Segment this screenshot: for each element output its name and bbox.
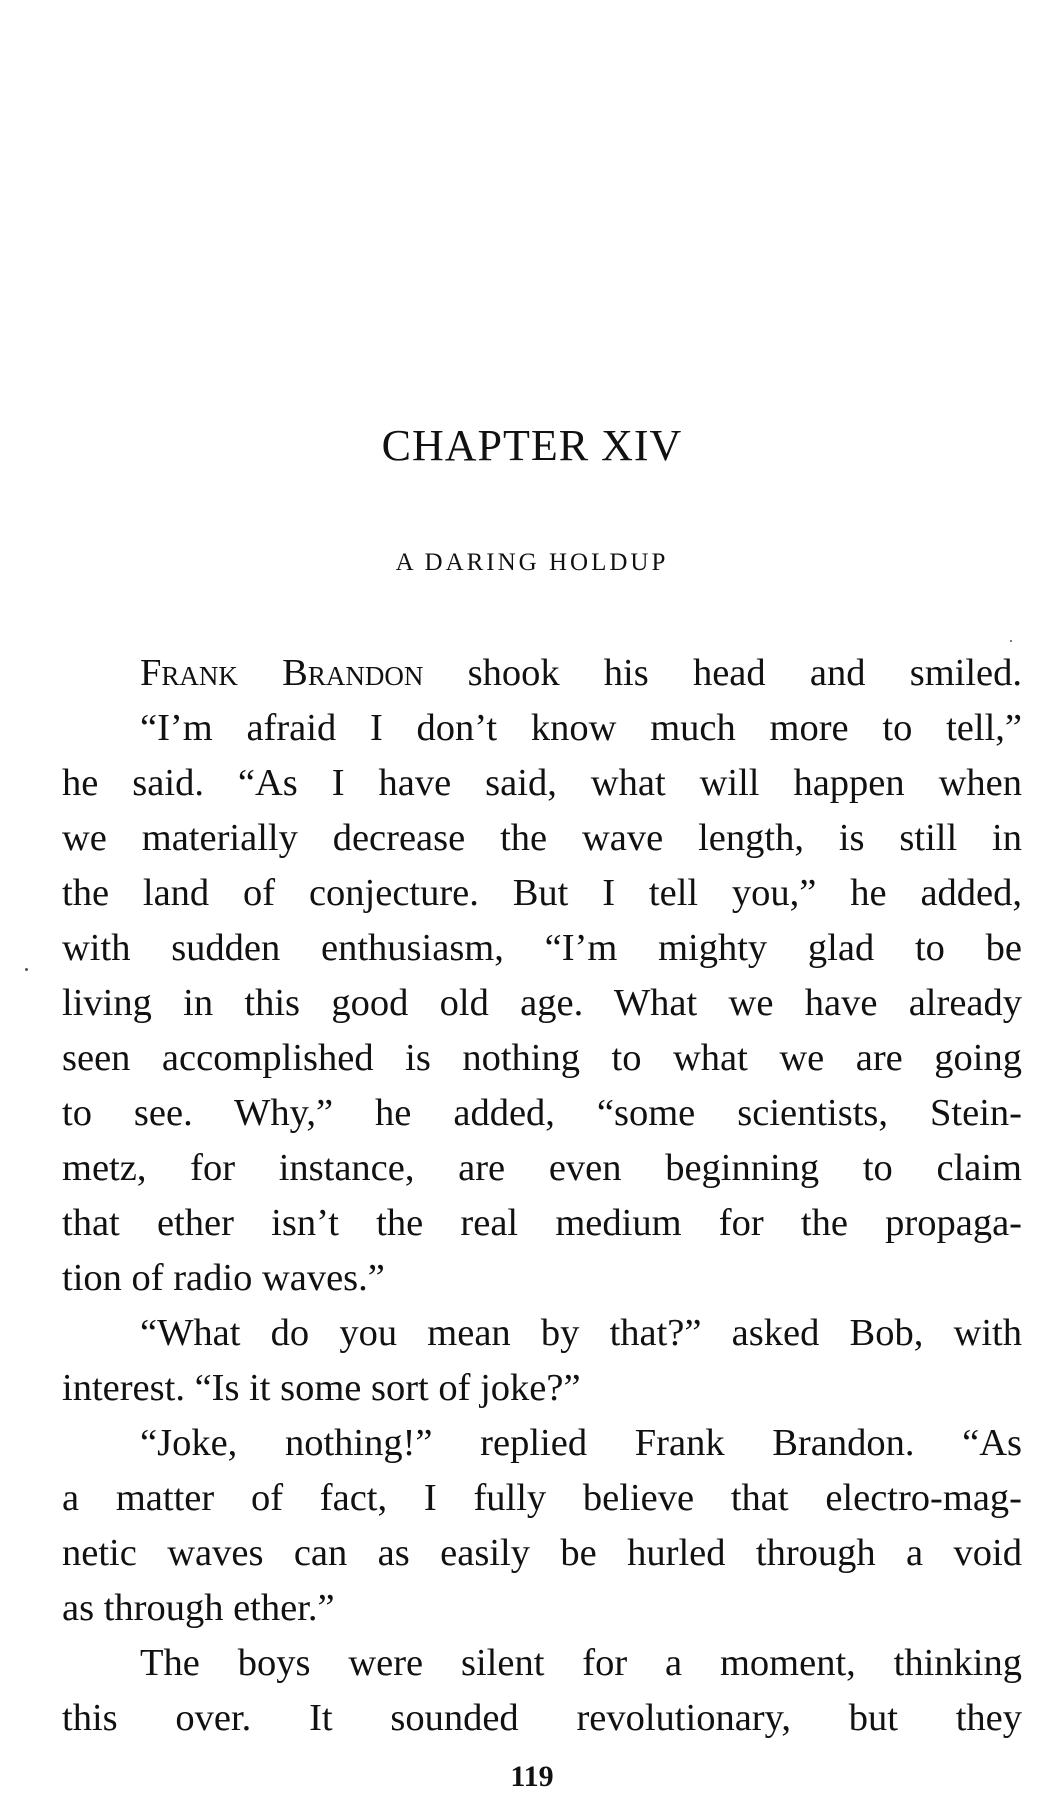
text-line: seen accomplished is nothing to what we are going xyxy=(62,1037,1022,1079)
text-line: we materially decrease the wave length, is still in xyxy=(62,817,1022,859)
text-line: as through ether.” xyxy=(62,1587,335,1629)
text-line: metz, for instance, are even beginning to claim xyxy=(62,1147,1022,1189)
body-text xyxy=(62,646,1022,1746)
text-line: with sudden enthusiasm, “I’m mighty glad to be xyxy=(62,927,1022,969)
text-line: a matter of fact, I fully believe that electro-mag- xyxy=(62,1477,1022,1519)
text-line: that ether isn’t the real medium for the propaga- xyxy=(62,1202,1022,1244)
text-line: tion of radio waves.” xyxy=(62,1257,385,1299)
text-line: interest. “Is it some sort of joke?” xyxy=(62,1367,581,1409)
line-text: shook his head and smiled. xyxy=(423,652,1022,694)
text-line: this over. It sounded revolutionary, but they xyxy=(62,1697,1022,1739)
text-line: living in this good old age. What we have already xyxy=(62,982,1022,1024)
scan-speck xyxy=(25,968,28,971)
text-line: “I’m afraid I don’t know much more to tell,” xyxy=(140,707,1022,749)
chapter-title: CHAPTER XIV xyxy=(381,421,683,470)
text-line: to see. Why,” he added, “some scientists, Stein- xyxy=(62,1092,1022,1134)
text-line xyxy=(62,646,1022,701)
text-line: “Joke, nothing!” replied Frank Brandon. “As xyxy=(140,1422,1022,1464)
chapter-subtitle: A DARING HOLDUP xyxy=(395,549,669,576)
text-line: The boys were silent for a moment, thinking xyxy=(140,1642,1022,1684)
text-line: “What do you mean by that?” asked Bob, with xyxy=(140,1312,1022,1354)
text-line: he said. “As I have said, what will happen when xyxy=(62,762,1022,804)
text-line: the land of conjecture. But I tell you,” he added, xyxy=(62,872,1022,914)
page-number: 119 xyxy=(510,1760,554,1793)
small-caps-name: Frank Brandon xyxy=(140,652,424,694)
text-line: netic waves can as easily be hurled through a void xyxy=(62,1532,1022,1574)
scan-speck xyxy=(1010,640,1012,642)
